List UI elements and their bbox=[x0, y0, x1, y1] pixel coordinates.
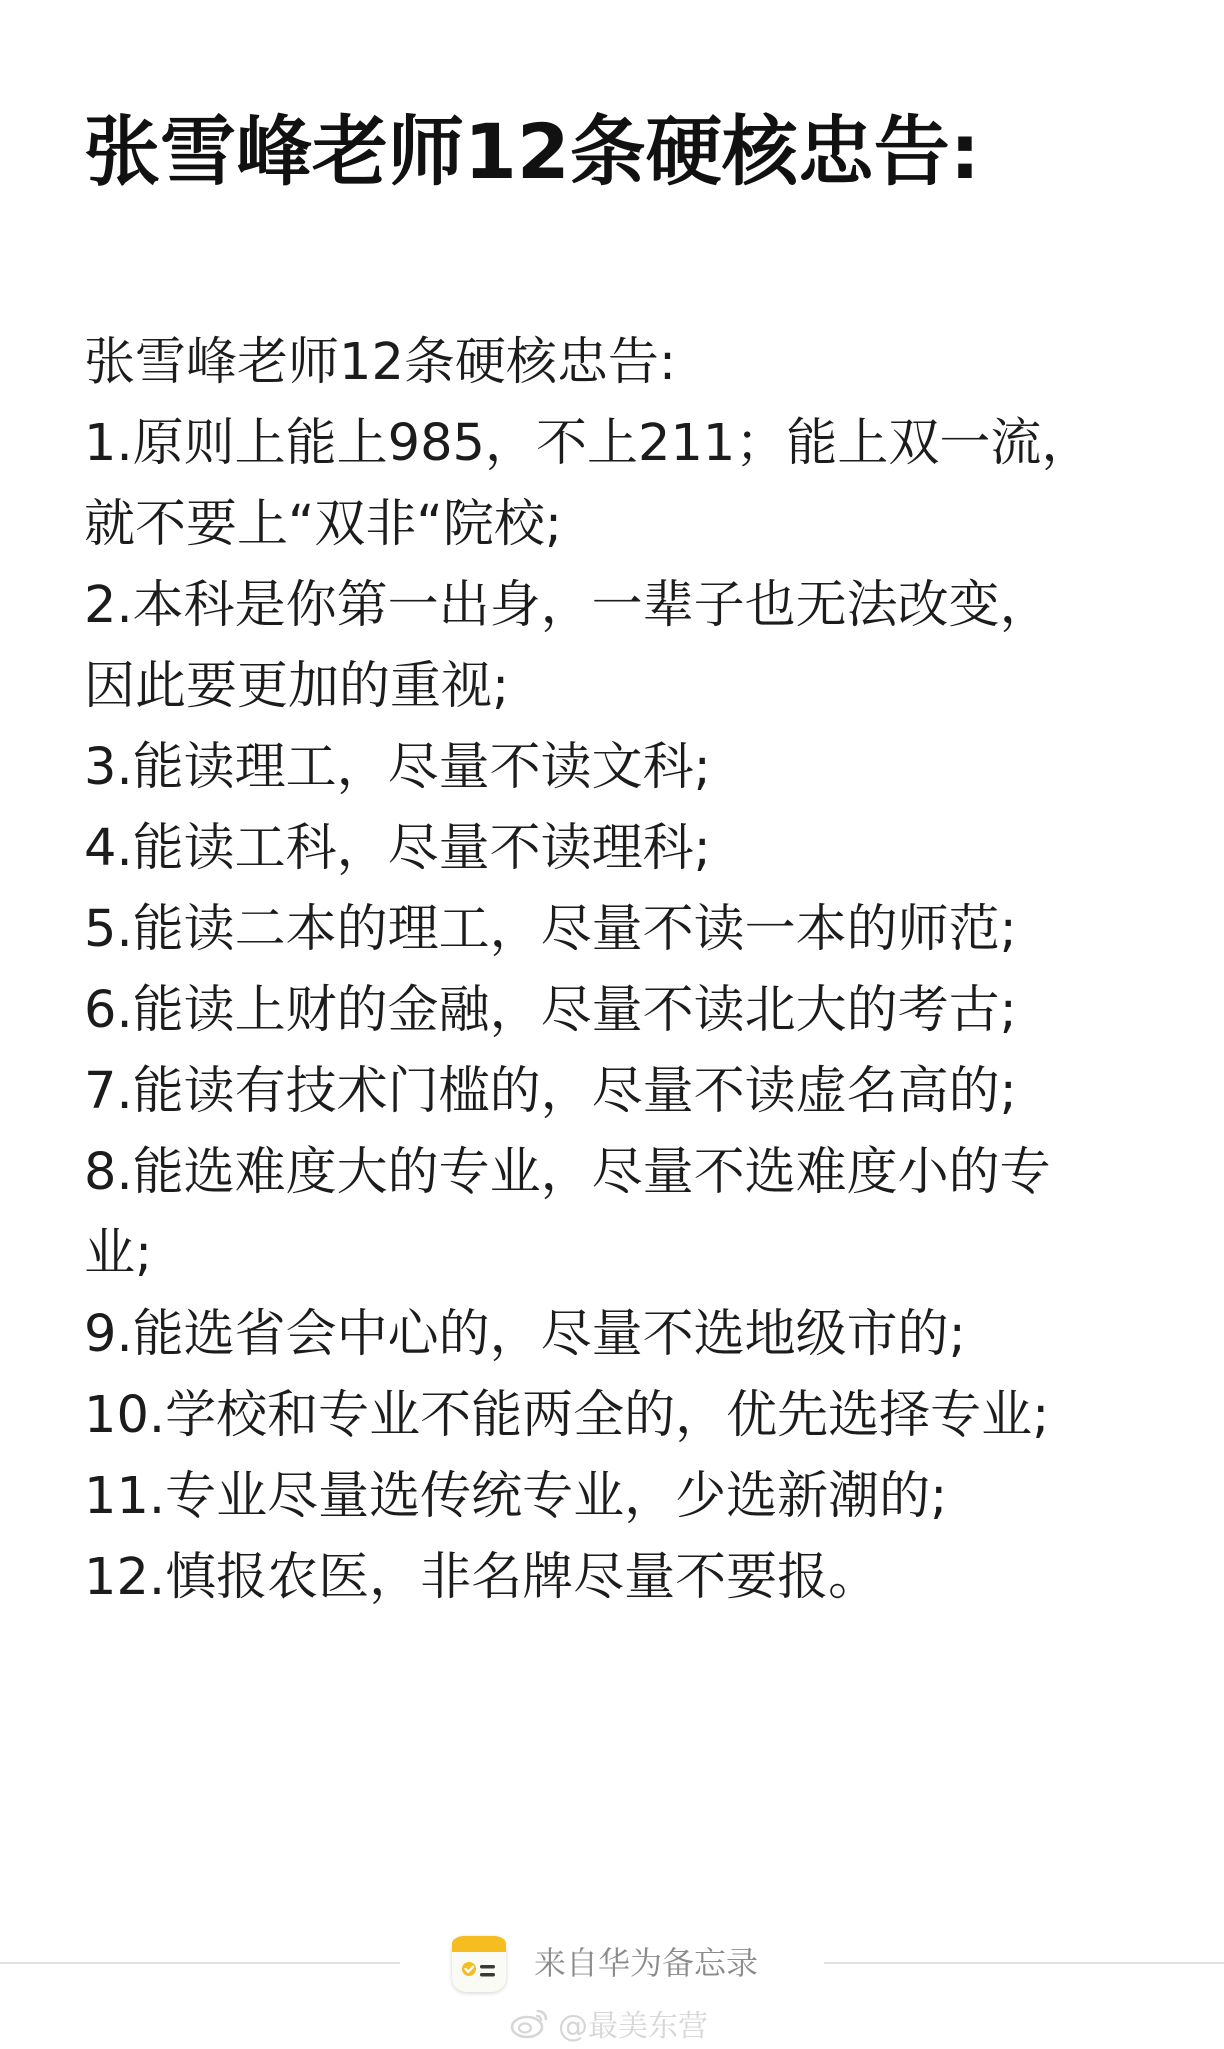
footer-divider-left bbox=[0, 1962, 400, 1964]
note-line: 9.能选省会中心的，尽量不选地级市的; bbox=[84, 1305, 966, 1364]
source-label: 来自华为备忘录 bbox=[534, 1944, 759, 1982]
note-line: 业; bbox=[84, 1224, 153, 1283]
memo-icon bbox=[452, 1936, 506, 1992]
note-line: 1.原则上能上985，不上211；能上双一流， bbox=[84, 414, 1093, 473]
weibo-icon bbox=[510, 2007, 550, 2039]
note-line: 10.学校和专业不能两全的，优先选择专业; bbox=[84, 1386, 1050, 1445]
memo-app-icon bbox=[452, 1936, 506, 1992]
note-body bbox=[84, 322, 1144, 1618]
note-line: 5.能读二本的理工，尽量不读一本的师范; bbox=[84, 900, 1017, 959]
note-line: 7.能读有技术门槛的，尽量不读虚名高的; bbox=[84, 1062, 1017, 1121]
watermark-text: @最美东营 bbox=[558, 2009, 708, 2044]
note-line: 因此要更加的重视; bbox=[84, 657, 510, 716]
note-line: 6.能读上财的金融，尽量不读北大的考古; bbox=[84, 981, 1017, 1040]
note-line: 就不要上“双非“院校; bbox=[84, 495, 563, 554]
note-line: 8.能选难度大的专业，尽量不选难度小的专 bbox=[84, 1143, 1051, 1202]
note-line: 3.能读理工，尽量不读文科; bbox=[84, 738, 711, 797]
watermark bbox=[510, 2000, 708, 2046]
note-title: 张雪峰老师12条硬核忠告: bbox=[84, 107, 981, 196]
note-line: 4.能读工科，尽量不读理科; bbox=[84, 819, 711, 878]
footer-divider-right bbox=[824, 1962, 1224, 1964]
note-line: 12.慎报农医，非名牌尽量不要报。 bbox=[84, 1548, 880, 1607]
note-line: 11.专业尽量选传统专业，少选新潮的; bbox=[84, 1467, 948, 1526]
note-line: 张雪峰老师12条硬核忠告: bbox=[84, 333, 677, 392]
note-line: 2.本科是你第一出身，一辈子也无法改变， bbox=[84, 576, 1051, 635]
